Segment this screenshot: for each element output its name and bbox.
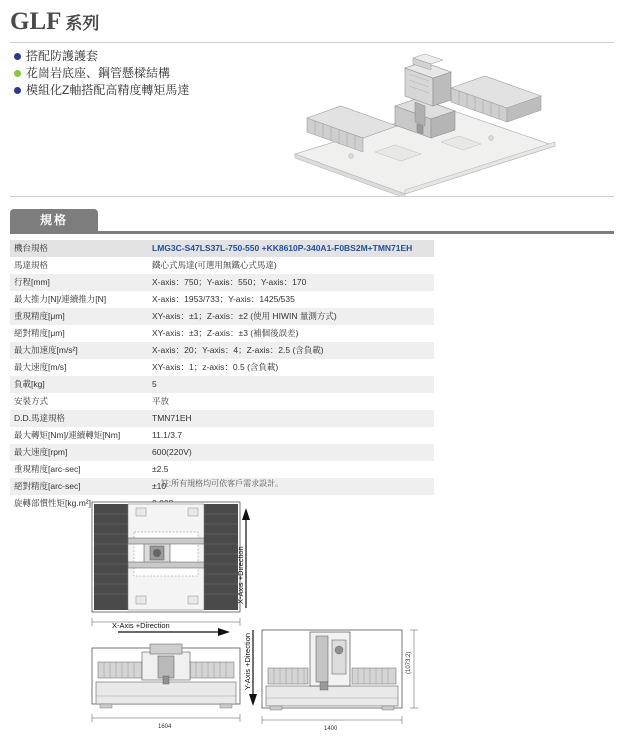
side-view-drawing (262, 630, 418, 732)
page-title-block (0, 0, 624, 40)
table-row (10, 308, 434, 325)
spec-value: XY-axis：±3；Z-axis：±3 (補個後誤差) (148, 325, 434, 342)
spec-value: 600(220V) (148, 444, 434, 461)
bullet-icon (14, 87, 21, 94)
spec-table (10, 240, 434, 512)
table-row (10, 410, 434, 427)
spec-value: 平放 (148, 393, 434, 410)
page-title (10, 8, 624, 36)
table-row (10, 257, 434, 274)
spec-label: 負載[kg] (10, 376, 148, 393)
spec-value: ±10 (148, 478, 434, 495)
y-axis-direction-label: Y-Axis +Direction (243, 632, 252, 690)
list-item (14, 50, 284, 63)
spec-label: 重現精度[arc-sec] (10, 461, 148, 478)
table-row (10, 359, 434, 376)
table-row (10, 427, 434, 444)
spec-label: 絕對精度[arc-sec] (10, 478, 148, 495)
title-divider (10, 42, 614, 43)
spec-label: 馬達規格 (10, 257, 148, 274)
spec-value: TMN71EH (148, 410, 434, 427)
page-title-model: GLF (10, 8, 62, 35)
table-row (10, 274, 434, 291)
table-row (10, 393, 434, 410)
spec-value: 鐵心式馬達(可選用無鐵心式馬達) (148, 257, 434, 274)
feature-label: 模組化Z軸搭配高精度轉矩馬達 (26, 83, 190, 97)
spec-label: 旋轉部慣性矩[kg.m²] (10, 495, 148, 512)
spec-tab-bar (10, 231, 614, 234)
spec-tab: 規格 (10, 209, 98, 231)
dim-top-width-label: 1604 (158, 724, 172, 730)
spec-label: 最大加速度[m/s²] (10, 342, 148, 359)
spec-note: 註:所有規格均可依客戶需求設計。 (160, 479, 284, 488)
table-row (10, 376, 434, 393)
technical-drawings (0, 500, 624, 739)
dim-side-height-label: (1073.2) (406, 651, 412, 674)
spec-label: D.D.馬達規格 (10, 410, 148, 427)
spec-label: 重現精度[μm] (10, 308, 148, 325)
spec-value: XY-axis：±1；Z-axis：±2 (使用 HIWIN 量測方式) (148, 308, 434, 325)
table-row (10, 444, 434, 461)
spec-label: 機台規格 (10, 240, 148, 257)
spec-value: X-axis：1953/733；Y-axis：1425/535 (148, 291, 434, 308)
bullet-icon (14, 70, 21, 77)
spec-label: 最大速度[rpm] (10, 444, 148, 461)
y-axis-direction-indicator (243, 630, 257, 706)
spec-label: 行程[mm] (10, 274, 148, 291)
spec-value: X-axis：20；Y-axis：4；Z-axis：2.5 (含負載) (148, 342, 434, 359)
spec-label: 最大速度[m/s] (10, 359, 148, 376)
spec-value: 5 (148, 376, 434, 393)
spec-label: 絕對精度[μm] (10, 325, 148, 342)
x-axis-direction-label-2: X-Axis +Direction (112, 621, 170, 630)
list-item (14, 84, 284, 97)
table-row (10, 325, 434, 342)
x-axis-direction-label: X-Axis +Direction (236, 546, 245, 604)
top-view-drawing (92, 502, 240, 626)
spec-label: 最大轉矩[Nm]/連續轉矩[Nm] (10, 427, 148, 444)
table-row (10, 291, 434, 308)
front-view-drawing (92, 621, 240, 730)
product-illustration (255, 46, 595, 186)
spec-label: 安裝方式 (10, 393, 148, 410)
spec-value: ±2.5 (148, 461, 434, 478)
spec-label: 最大推力[N]/連續推力[N] (10, 291, 148, 308)
bullet-icon (14, 53, 21, 60)
spec-value: LMG3C-S47LS37L-750-550 +KK8610P-340A1-F0BS2M+TMN71EH (148, 240, 434, 257)
feature-list (14, 50, 284, 101)
spec-value: XY-axis：1；z-axis：0.5 (含負載) (148, 359, 434, 376)
feature-label: 花崗岩底座、鋼管懸樑結構 (26, 66, 171, 80)
table-row (10, 461, 434, 478)
list-item (14, 67, 284, 80)
dim-front-width-label: 1400 (324, 726, 338, 732)
page-title-series: 系列 (65, 14, 100, 33)
table-row (10, 342, 434, 359)
spec-value: X-axis：750；Y-axis：550；Y-axis：170 (148, 274, 434, 291)
hero-divider (10, 196, 614, 197)
feature-label: 搭配防護護套 (26, 49, 99, 63)
spec-value: 11.1/3.7 (148, 427, 434, 444)
table-row (10, 240, 434, 257)
